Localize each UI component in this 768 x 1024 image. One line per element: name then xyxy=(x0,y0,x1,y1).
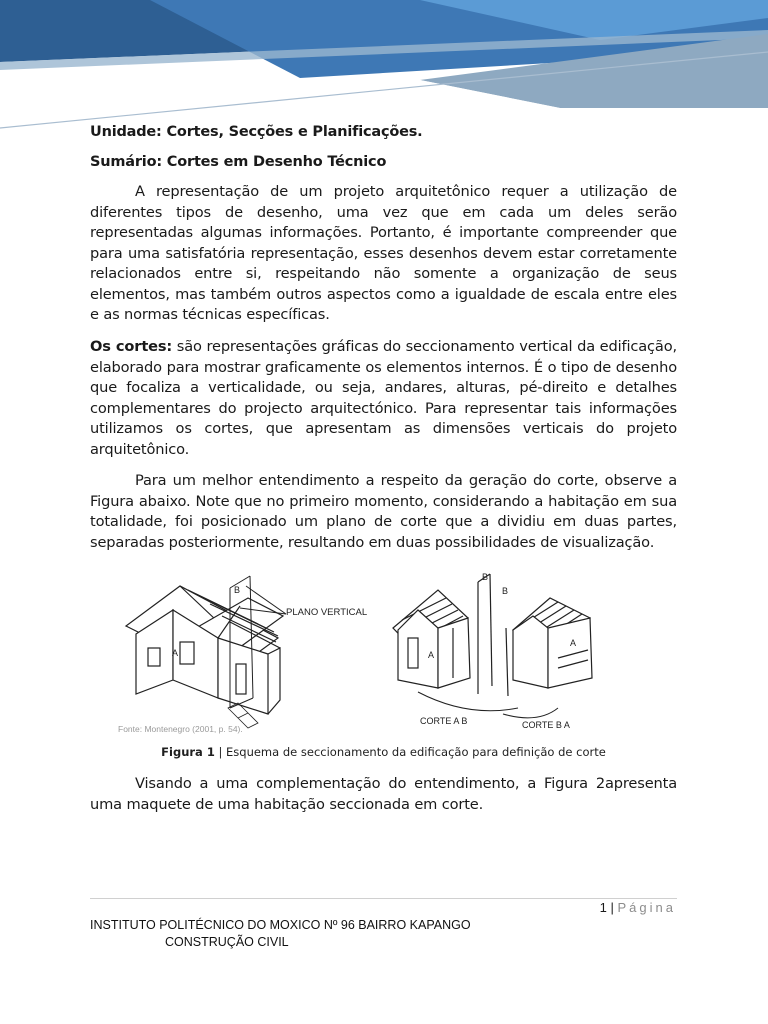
cuts-definition-paragraph xyxy=(90,337,677,460)
figure-caption-separator: | xyxy=(214,745,227,759)
house-with-plane-drawing xyxy=(126,576,286,728)
label-a-left: A xyxy=(172,648,179,658)
label-b-middle: B xyxy=(482,572,489,582)
label-a-middle: A xyxy=(428,650,435,660)
figure-caption-text: Esquema de seccionamento da edificação para definição de corte xyxy=(226,745,606,759)
summary-heading: Sumário: Cortes em Desenho Técnico xyxy=(90,154,387,170)
label-plano-vertical: PLANO VERTICAL xyxy=(286,607,368,618)
footer-course: CONSTRUÇÃO CIVIL xyxy=(165,935,289,949)
intro-paragraph: A representação de um projeto arquitetônico requer a utilização de diferentes tipos de desenho, uma vez que em cada um deles serão representadas algumas informações. Portanto, é importante compreender que para uma satisfatória representação, esses desenhos devem estar corretamente relacionados entre si, respeitando não somente a organização de seus elementos, mas também outros aspectos como a igualdade de escala entre eles e as normas técnicas específicas. xyxy=(90,183,677,323)
section-illustration xyxy=(118,568,678,740)
label-b-right: B xyxy=(502,586,509,596)
figure-caption-label: Figura 1 xyxy=(161,745,215,759)
page-number-separator: | xyxy=(606,900,618,915)
label-a-right: A xyxy=(570,638,577,648)
cuts-term: Os cortes: xyxy=(90,338,173,355)
unit-heading: Unidade: Cortes, Secções e Planificações. xyxy=(90,124,423,140)
closing-paragraph: Visando a uma complementação do entendimento, a Figura 2apresenta uma maquete de uma habitação seccionada em corte. xyxy=(90,775,677,813)
figure-source: Fonte: Montenegro (2001, p. 54). xyxy=(118,724,243,734)
label-corte-ab: CORTE A B xyxy=(420,716,468,726)
header-decoration xyxy=(0,0,768,140)
figure-intro-paragraph: Para um melhor entendimento a respeito da geração do corte, observe a Figura abaixo. Note que no primeiro momento, considerando a habitação em sua totalidade, foi posicionado um plano de corte que a dividiu em duas partes, separadas posteriormente, resultando em duas possibilidades de visualização. xyxy=(90,472,677,551)
footer-divider xyxy=(90,898,677,899)
sectioned-house-drawing xyxy=(393,574,592,718)
label-corte-ba: CORTE B A xyxy=(522,720,570,730)
page-word: Página xyxy=(617,900,676,915)
cuts-definition-text: são representações gráficas do seccionamento vertical da edificação, elaborado para mostrar graficamente os elementos internos. É o tipo de desenho que focaliza a verticalidade, ou seja, andares, alturas, pé-direito e detalhes complementares do projecto arquitectónico. Para representar tais informações utilizamos os cortes, que apresentam as dimensões verticais do projeto arquitetônico. xyxy=(90,338,677,458)
footer-institution: INSTITUTO POLITÉCNICO DO MOXICO Nº 96 BAIRRO KAPANGO xyxy=(90,918,471,932)
figure-caption xyxy=(90,745,677,759)
page-number xyxy=(600,900,676,915)
page-number-value: 1 xyxy=(599,900,607,915)
label-b-left: B xyxy=(234,585,241,595)
